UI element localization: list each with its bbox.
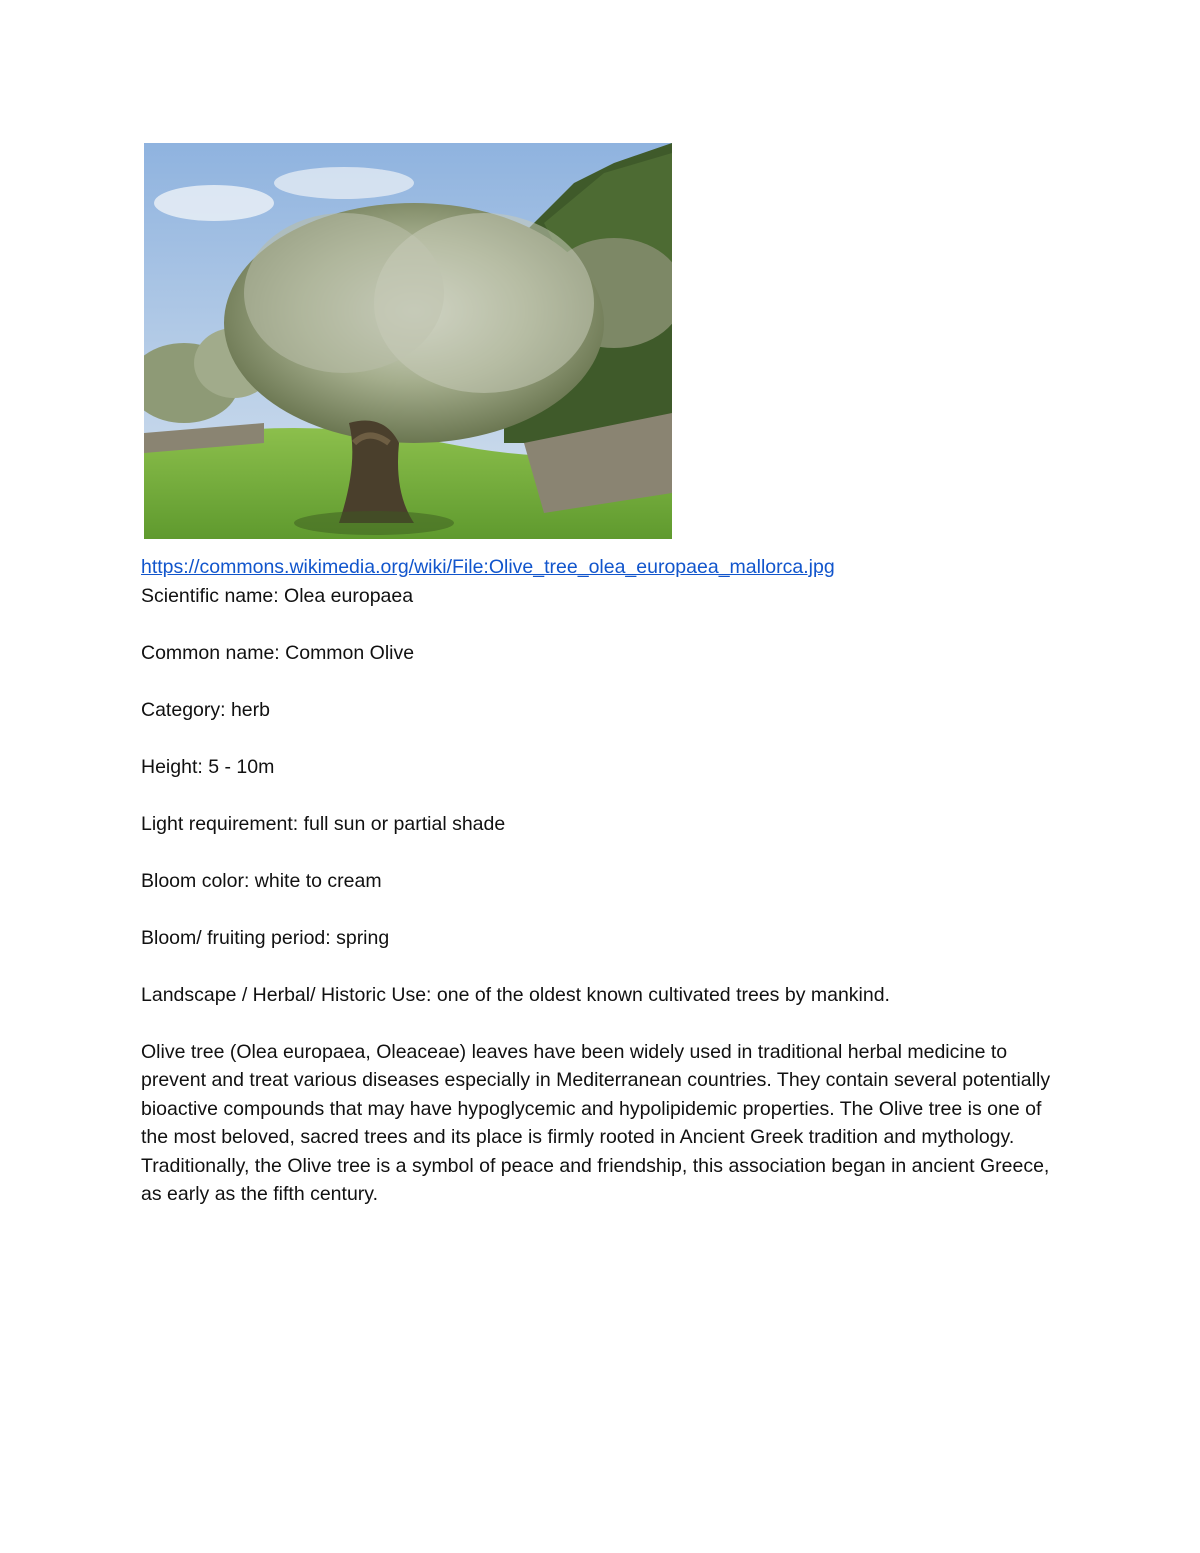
- olive-tree-photo: [144, 143, 672, 539]
- height: Height: 5 - 10m: [141, 755, 275, 778]
- source-link[interactable]: https://commons.wikimedia.org/wiki/File:Olive_tree_olea_europaea_mallorca.jpg: [141, 556, 835, 578]
- landscape-use: Landscape / Herbal/ Historic Use: one of the oldest known cultivated trees by mankind.: [141, 983, 890, 1006]
- bloom-color: Bloom color: white to cream: [141, 869, 382, 892]
- description-paragraph: Olive tree (Olea europaea, Oleaceae) leaves have been widely used in traditional herbal medicine to prevent and treat various diseases especially in Mediterranean countries. They contain several potentially bioactive compounds that may have hypoglycemic and hypolipidemic properties. The Olive tree is one of the most beloved, sacred trees and its place is firmly rooted in Ancient Greek tradition and mythology. Traditionally, the Olive tree is a symbol of peace and friendship, this association began in ancient Greece, as early as the fifth century.: [141, 1040, 1051, 1205]
- common-name: Common name: Common Olive: [141, 641, 415, 664]
- scientific-name: Scientific name: Olea europaea: [141, 584, 414, 607]
- document-body: [141, 553, 1061, 1209]
- bloom-period: Bloom/ fruiting period: spring: [141, 926, 390, 949]
- category: Category: herb: [141, 698, 270, 721]
- light-requirement: Light requirement: full sun or partial shade: [141, 812, 506, 835]
